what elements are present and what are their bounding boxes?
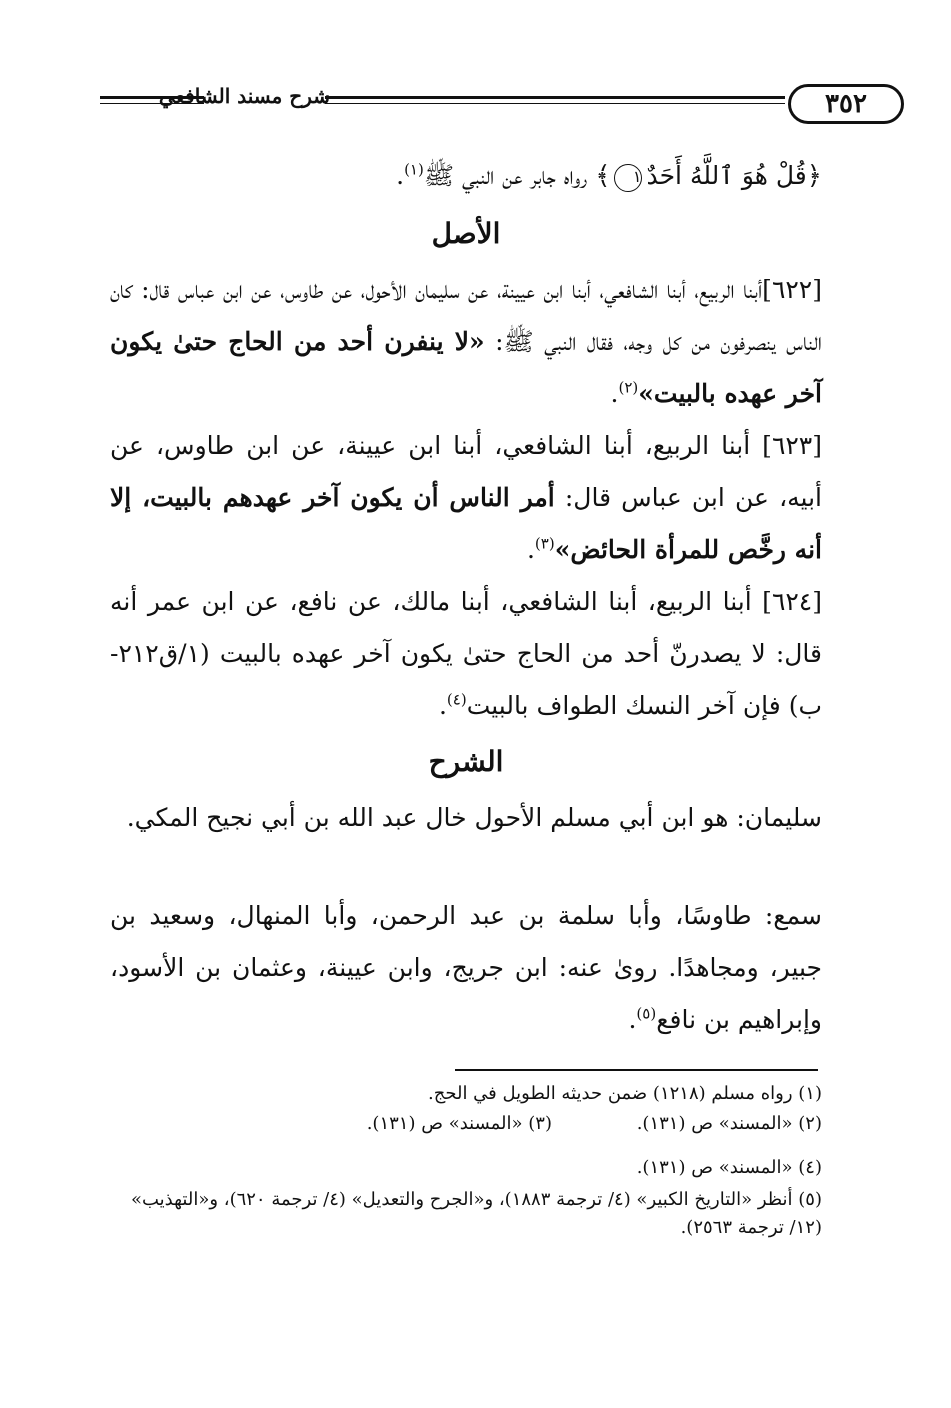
footnote-3: (٣) «المسند» ص (١٣١). bbox=[366, 1113, 552, 1134]
sharh-p2-period: . bbox=[628, 1005, 637, 1034]
verse-number: ١ bbox=[614, 164, 642, 192]
hadith-623-text: [٦٢٣] أبنا الربيع، أبنا الشافعي، أبنا ابن عيينة، عن ابن طاوس، عن أبيه، عن ابن عباس قال: bbox=[110, 431, 822, 512]
verse-open-brace: ﴿ bbox=[806, 161, 822, 191]
footnote-2: (٢) «المسند» ص (١٣١). bbox=[636, 1113, 822, 1134]
sharh-paragraph-1: سليمان: هو ابن أبي مسلم الأحول خال عبد الله بن أبي نجيح المكي. bbox=[126, 803, 822, 832]
sharh-p2-text: سمع: طاوسًا، وأبا سلمة بن عبد الرحمن، وأبا المنهال، وسعيد بن جبير، ومجاهدًا. روىٰ عنه: ابن جريج، وابن عيينة، وعثمان بن الأسود، وإبراهيم بن نافع bbox=[110, 901, 822, 1034]
footnote-1: (١) رواه مسلم (١٢١٨) ضمن حديثه الطويل في الحج. bbox=[428, 1083, 822, 1104]
hadith-623-period: . bbox=[526, 535, 535, 564]
hadith-622-text: [٦٢٢]أبنا الربيع، أبنا الشافعي، أبنا ابن عيينة، عن سليمان الأحول، عن طاوس، عن ابن عباس قال: كان الناس ينصرفون من كل وجه، فقال النبي ﷺ: bbox=[110, 275, 822, 356]
hadith-622 bbox=[110, 264, 822, 420]
intro-period: . bbox=[396, 161, 405, 190]
header-rule-middle-top bbox=[325, 96, 785, 99]
hadith-624-text: [٦٢٤] أبنا الربيع، أبنا الشافعي، أبنا مالك، عن نافع، عن ابن عمر أنه قال: لا يصدرنّ أحد من الحاج حتىٰ يكون آخر عهده بالبيت (١/ق٢١٢-ب) فإن آخر النسك الطواف بالبيت bbox=[110, 587, 822, 720]
hadith-622-period: . bbox=[610, 379, 619, 408]
running-title: شرح مسند الشافعي bbox=[158, 84, 330, 108]
heading-asl: الأصل bbox=[431, 217, 501, 250]
footnote-ref-1: (١) bbox=[404, 160, 424, 179]
intro-line bbox=[110, 150, 822, 202]
header-rule-middle-bottom bbox=[325, 103, 785, 104]
verse-close-brace: ﴾ bbox=[595, 161, 611, 191]
sharh-paragraph-2 bbox=[110, 890, 822, 1046]
intro-rest: رواه جابر عن النبي ﷺ bbox=[423, 161, 596, 190]
heading-sharh: الشرح bbox=[428, 745, 504, 778]
footnote-4: (٤) «المسند» ص (١٣١). bbox=[636, 1157, 822, 1178]
page-number-badge bbox=[788, 84, 904, 124]
hadith-624 bbox=[110, 576, 822, 732]
footnote-ref-3: (٣) bbox=[534, 534, 555, 553]
hadith-624-period: . bbox=[438, 691, 447, 720]
footnote-separator bbox=[455, 1069, 818, 1071]
hadith-623-quote: أمر الناس أن يكون آخر عهدهم بالبيت، إلا أنه رخَّص للمرأة الحائض» bbox=[110, 483, 822, 564]
footnote-ref-4: (٤) bbox=[446, 690, 467, 709]
hadith-623 bbox=[110, 420, 822, 576]
footnote-ref-5: (٥) bbox=[636, 1004, 657, 1023]
page-number: ٣٥٢ bbox=[825, 89, 867, 119]
hadith-622-quote: «لا ينفرن أحد من الحاج حتىٰ يكون آخر عهده بالبيت» bbox=[110, 327, 822, 408]
running-header bbox=[100, 76, 867, 132]
footnote-5: (٥) أنظر «التاريخ الكبير» (٤/ ترجمة ١٨٨٣)، و«الجرح والتعديل» (٤/ ترجمة ٦٢٠)، و«التهذيب» (١٢/ ترجمة ٢٥٦٣). bbox=[130, 1189, 822, 1238]
footnote-ref-2: (٢) bbox=[618, 378, 639, 397]
verse-text: قُلْ هُوَ ٱللَّهُ أَحَدٌ bbox=[646, 161, 807, 190]
